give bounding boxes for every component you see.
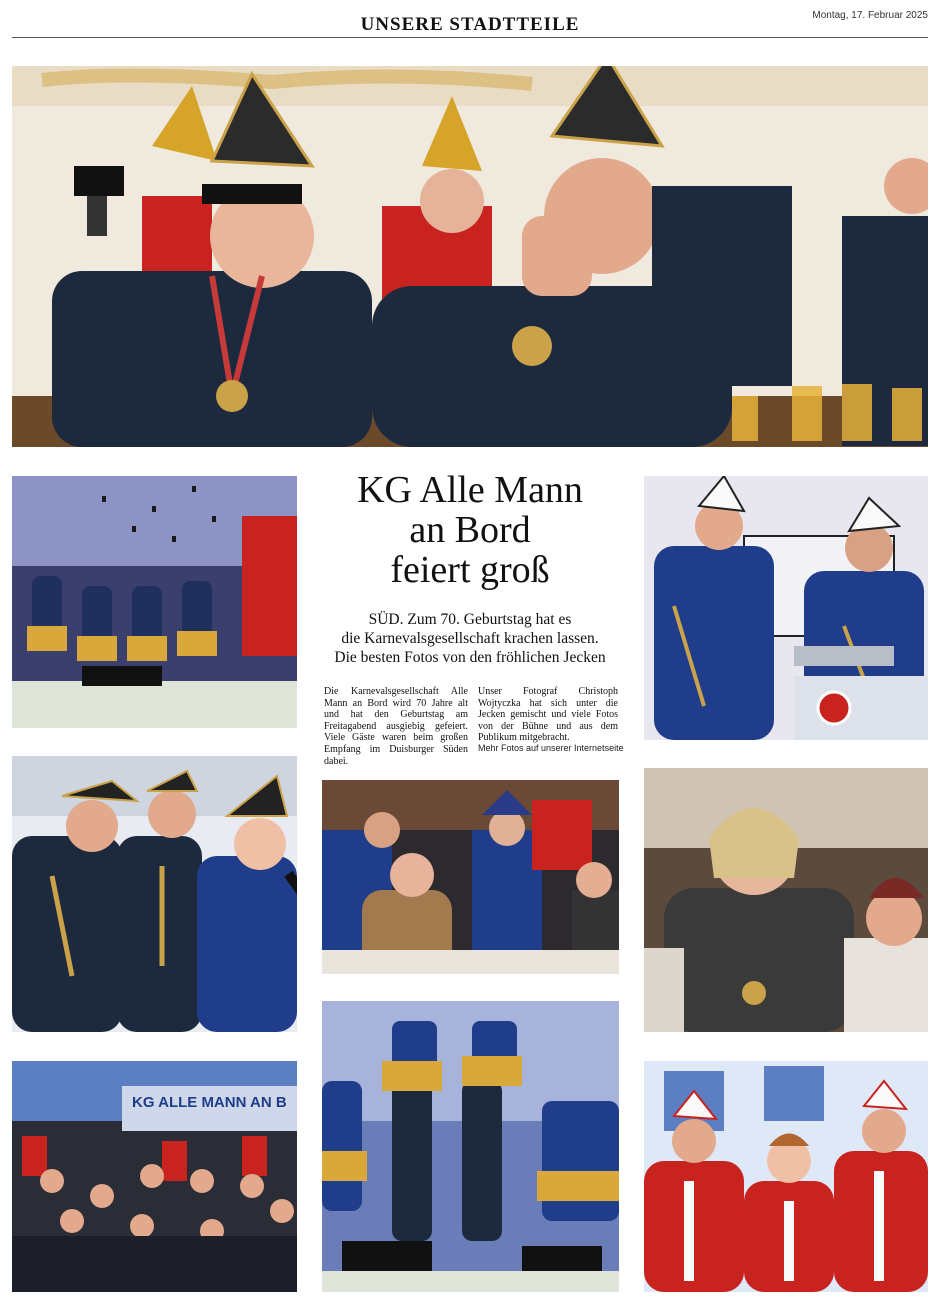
headline-line-2: an Bord: [409, 509, 531, 551]
photo-audience-applause: [322, 780, 619, 974]
photo-crowd-banner: [12, 1061, 297, 1292]
deck-line-1: SÜD. Zum 70. Geburtstag hat es: [368, 611, 572, 628]
photo-red-costumes-clapping: [644, 1061, 928, 1292]
article-deck: [322, 610, 618, 667]
headline-line-3: feiert groß: [390, 549, 550, 591]
more-photos-note: Mehr Fotos auf unserer Internetseite: [478, 743, 624, 753]
photo-woman-clapping: [644, 768, 928, 1032]
deck-line-3: Die besten Fotos von den fröhlichen Jecken: [334, 649, 606, 666]
photo-dance-acrobatics: [322, 1001, 619, 1292]
photo-two-men-at-lectern: [644, 476, 928, 740]
header-rule: [12, 37, 928, 38]
photo-three-with-microphone: [12, 756, 297, 1032]
photo-dancers-confetti: [12, 476, 297, 728]
article-headline: [322, 470, 618, 590]
issue-date: Montag, 17. Februar 2025: [812, 10, 928, 21]
banner-text: KG ALLE MANN AN B: [132, 1094, 287, 1111]
article-body-column-1: Die Karnevalsgesellschaft Alle Mann an Bord wird 70 Jahre alt und hat den Geburtstag am Freitagabend ausgiebig gefeiert. Viele Gäste waren beim großen Empfang im Duisburger Süden dabei.: [324, 686, 468, 767]
headline-line-1: KG Alle Mann: [357, 469, 583, 511]
article-body-column-2: Unser Fotograf Christoph Wojtyczka hat sich unter die Jecken gemischt und viele Fotos von der Bühne und aus dem Publikum mitgebracht.: [478, 686, 618, 744]
section-heading: UNSERE STADTTEILE: [360, 14, 580, 35]
photo-top-two-men-in-caps: [12, 66, 928, 447]
deck-line-2: die Karnevalsgesellschaft krachen lassen.: [341, 630, 599, 647]
